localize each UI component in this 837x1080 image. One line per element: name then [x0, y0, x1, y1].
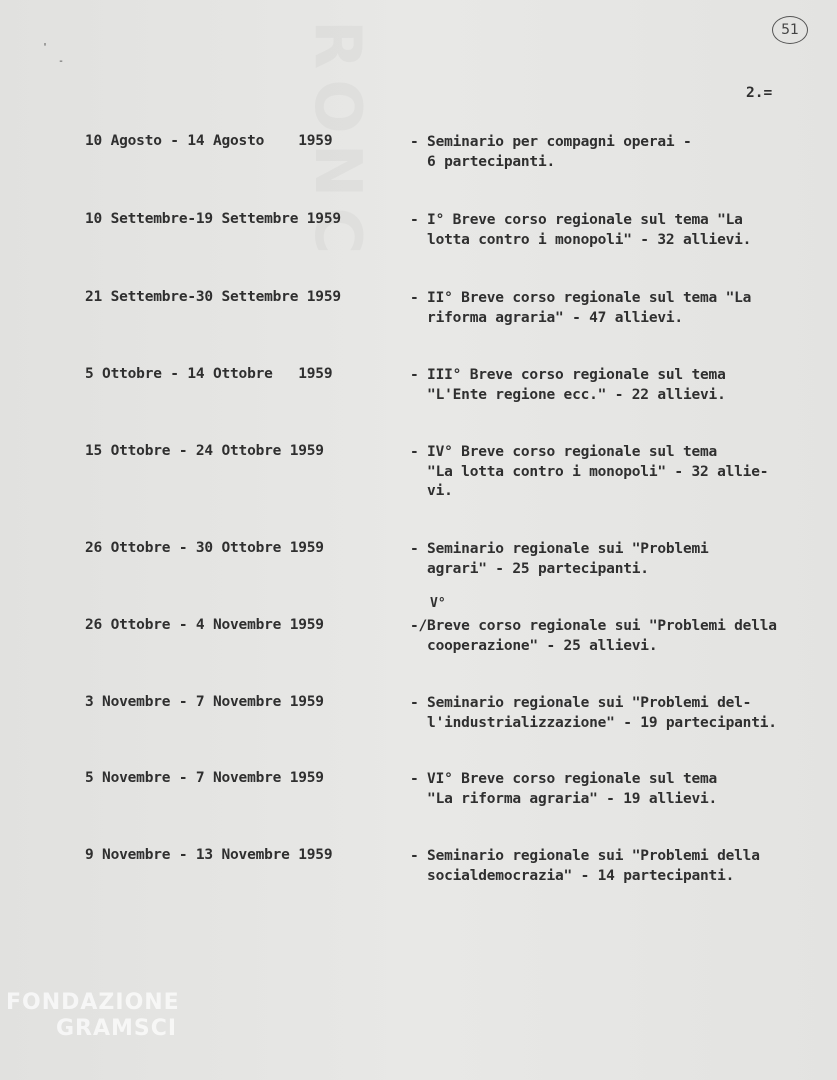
logo-line-2: GRAMSCI: [56, 1016, 178, 1041]
page-stamp: [772, 16, 808, 44]
foundation-logo: [6, 990, 180, 1042]
ink-mark: ': [42, 42, 49, 53]
entry-date: 15 Ottobre - 24 Ottobre 1959: [85, 443, 324, 459]
entry-date: 5 Novembre - 7 Novembre 1959: [85, 770, 324, 786]
entry-description: - I° Breve corso regionale sul tema "La lotta contro i monopoli" - 32 allievi.: [410, 212, 752, 248]
entry-description: - Seminario regionale sui "Problemi della socialdemocrazia" - 14 partecipanti.: [410, 848, 760, 884]
logo-line-1: FONDAZIONE: [6, 990, 180, 1015]
entry-description: - II° Breve corso regionale sul tema "La riforma agraria" - 47 allievi.: [410, 290, 752, 326]
entry-date: 9 Novembre - 13 Novembre 1959: [85, 847, 333, 863]
entry-description: - Seminario per compagni operai - 6 partecipanti.: [410, 134, 692, 170]
entry-date: 26 Ottobre - 4 Novembre 1959: [85, 617, 324, 633]
stamp-number: 51: [781, 22, 799, 38]
entry-description: - VI° Breve corso regionale sul tema "La riforma agraria" - 19 allievi.: [410, 771, 718, 807]
entry-description: - III° Breve corso regionale sul tema "L'Ente regione ecc." - 22 allievi.: [410, 367, 726, 403]
entry-date: 5 Ottobre - 14 Ottobre 1959: [85, 366, 333, 382]
entry-date: 26 Ottobre - 30 Ottobre 1959: [85, 540, 324, 556]
ink-mark: -: [58, 56, 65, 67]
entry-description: - Seminario regionale sui "Problemi del- l'industrializzazione" - 19 partecipanti.: [410, 695, 777, 731]
entry-date: 10 Agosto - 14 Agosto 1959: [85, 133, 333, 149]
archive-watermark: RONC: [300, 20, 374, 265]
entry-date: 21 Settembre-30 Settembre 1959: [85, 289, 341, 305]
entry-description: -/Breve corso regionale sui "Problemi della cooperazione" - 25 allievi.: [410, 618, 777, 654]
entry-date: 10 Settembre-19 Settembre 1959: [85, 211, 341, 227]
page-number: 2.=: [746, 85, 773, 101]
entry-description: - Seminario regionale sui "Problemi agrari" - 25 partecipanti.: [410, 541, 709, 577]
handwritten-insert: V°: [430, 596, 446, 611]
entry-date: 3 Novembre - 7 Novembre 1959: [85, 694, 324, 710]
entry-description: - IV° Breve corso regionale sul tema "La lotta contro i monopoli" - 32 allie- vi.: [410, 444, 769, 499]
